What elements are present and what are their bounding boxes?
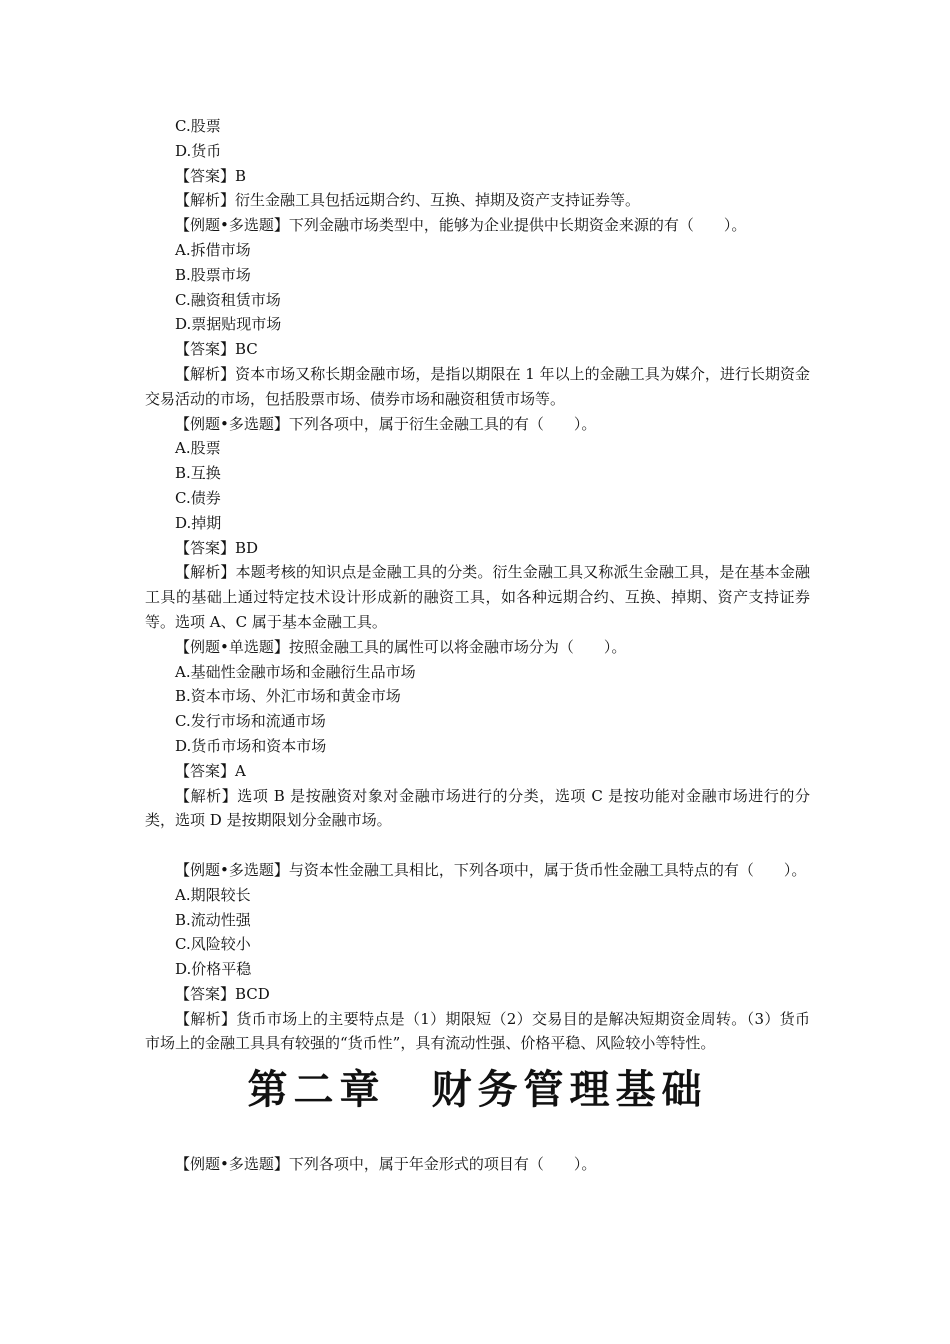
text-line: B.互换	[175, 464, 221, 483]
text-line: 【答案】A	[175, 761, 246, 780]
text-line: D.货币市场和资本市场	[175, 736, 327, 755]
text-paragraph: 【例题•多选题】与资本性金融工具相比，下列各项中，属于货币性金融工具特点的有（ ）。	[175, 860, 807, 879]
text-line: 【答案】BD	[175, 538, 259, 557]
text-line: D.价格平稳	[175, 960, 252, 979]
text-line: B.资本市场、外汇市场和黄金市场	[175, 687, 401, 706]
text-line: C.债券	[175, 488, 221, 507]
text-line: C.股票	[175, 117, 221, 135]
text-line: D.货币	[175, 141, 222, 160]
chapter-title: 第二章 财务管理基础	[247, 1067, 708, 1114]
text-paragraph: 【解析】选项 B 是按融资对象对金融市场进行的分类，选项 C 是按功能对金融市场进行的分类，选项 D 是按期限划分金融市场。	[145, 786, 810, 830]
text-line: A.拆借市场	[175, 240, 251, 259]
text-line: A.基础性金融市场和金融衍生品市场	[175, 662, 416, 681]
text-line: B.流动性强	[175, 910, 251, 929]
text-line: C.发行市场和流通市场	[175, 712, 326, 731]
text-line: A.期限较长	[175, 885, 251, 904]
text-paragraph: 【解析】货币市场上的主要特点是（1）期限短（2）交易目的是解决短期资金周转。（3）货币市场上的金融工具具有较强的“货币性”，具有流动性强、价格平稳、风险较小等特性。	[145, 1009, 810, 1053]
document-body	[145, 114, 810, 1177]
text-line: 【答案】B	[175, 166, 247, 185]
text-line: 【例题•单选题】按照金融工具的属性可以将金融市场分为（ ）。	[175, 637, 627, 656]
text-paragraph: 【解析】本题考核的知识点是金融工具的分类。衍生金融工具又称派生金融工具，是在基本金融工具的基础上通过特定技术设计形成新的融资工具，如各种远期合约、互换、掉期、资产支持证券等。选项 A、C 属于基本金融工具。	[145, 563, 810, 631]
text-line: D.票据贴现市场	[175, 315, 282, 334]
text-paragraph: 【解析】资本市场又称长期金融市场，是指以期限在 1 年以上的金融工具为媒介，进行长期资金交易活动的市场，包括股票市场、债券市场和融资租赁市场等。	[145, 364, 810, 408]
text-line: C.融资租赁市场	[175, 290, 281, 309]
text-line: 【解析】衍生金融工具包括远期合约、互换、掉期及资产支持证券等。	[175, 191, 641, 210]
text-line: 【例题•多选题】下列金融市场类型中，能够为企业提供中长期资金来源的有（ ）。	[175, 216, 747, 235]
text-line: D.掉期	[175, 513, 222, 532]
text-line: 【答案】BC	[175, 340, 258, 359]
blank-line	[145, 833, 810, 858]
question-prompt: 【例题•多选题】下列各项中，属于年金形式的项目有（ ）。	[175, 1155, 597, 1174]
text-line: 【例题•多选题】下列各项中，属于衍生金融工具的有（ ）。	[175, 414, 597, 433]
text-line: A.股票	[175, 439, 221, 458]
question-list	[145, 114, 810, 1056]
text-line: 【答案】BCD	[175, 984, 270, 1003]
text-line: C.风险较小	[175, 935, 251, 954]
text-line: B.股票市场	[175, 265, 251, 284]
